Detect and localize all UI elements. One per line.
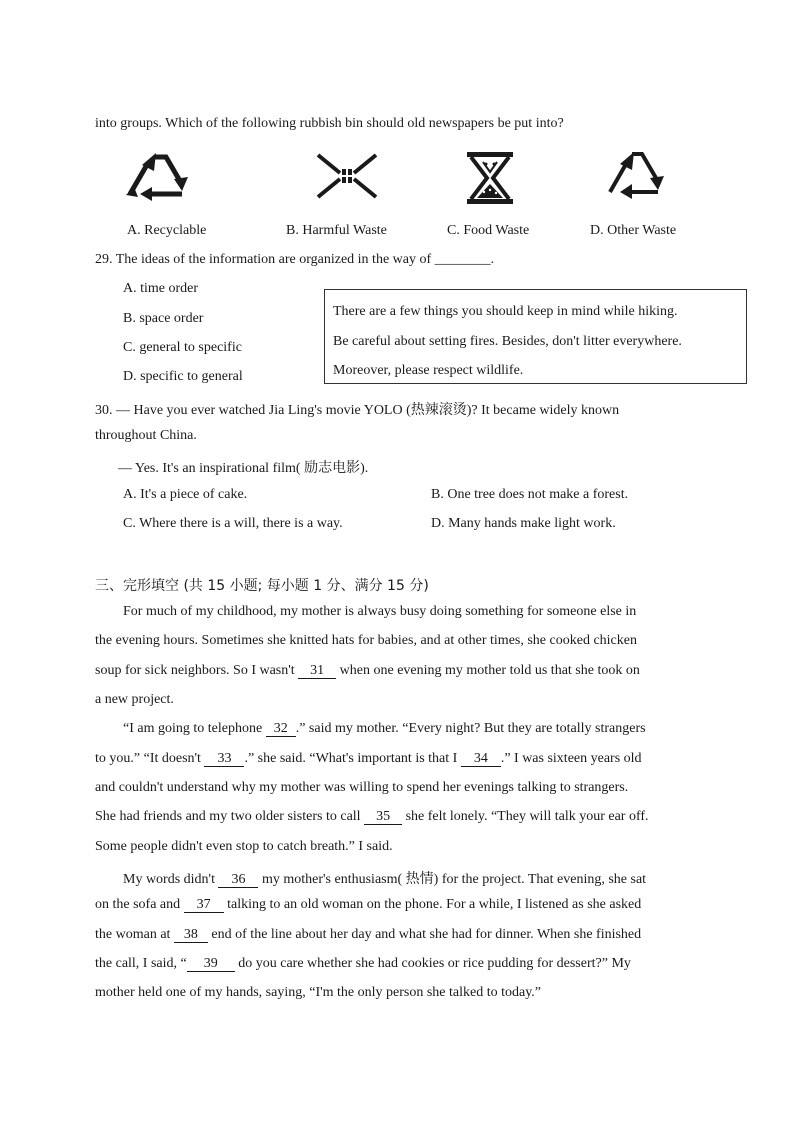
q29-option-c: C. general to specific	[123, 340, 242, 355]
passage-line: Some people didn't even stop to catch breath.” I said.	[95, 839, 393, 854]
box-line-1: There are a few things you should keep in mind while hiking.	[333, 304, 678, 319]
information-box	[324, 289, 747, 384]
blank-34: 34	[461, 752, 501, 767]
q30-option-c: C. Where there is a will, there is a way.	[123, 516, 343, 531]
blank-32: 32	[266, 722, 296, 737]
passage-line: the woman at 38 end of the line about her day and what she had for dinner. When she finished	[95, 927, 642, 942]
passage-line: My words didn't 36 my mother's enthusiasm( 热情) for the project. That evening, she sat	[123, 872, 647, 887]
passage-line: on the sofa and 37 talking to an old woman on the phone. For a while, I listened as she asked	[95, 897, 642, 912]
option-c-label: C. Food Waste	[447, 223, 530, 238]
harmful-waste-icon	[316, 153, 378, 199]
section-heading: 三、完形填空 (共 15 小题; 每小题 1 分、满分 15 分)	[95, 578, 429, 594]
question-29-stem: 29. The ideas of the information are organized in the way of ________.	[95, 252, 495, 267]
food-waste-icon	[465, 150, 515, 206]
question-30-reply: — Yes. It's an inspirational film( 励志电影).	[118, 461, 369, 476]
other-waste-icon	[604, 148, 668, 200]
blank-39: 39	[187, 957, 235, 972]
blank-33: 33	[204, 752, 244, 767]
blank-36: 36	[218, 873, 258, 888]
passage-line: soup for sick neighbors. So I wasn't 31 when one evening my mother told us that she took on	[95, 663, 640, 678]
q30-option-d: D. Many hands make light work.	[431, 516, 616, 531]
q30-option-b: B. One tree does not make a forest.	[431, 487, 629, 502]
q30-option-a: A. It's a piece of cake.	[123, 487, 248, 502]
passage-line: “I am going to telephone 32 .” said my mother. “Every night? But they are totally strangers	[123, 721, 646, 736]
question-30-stem-cont: throughout China.	[95, 428, 197, 443]
box-line-3: Moreover, please respect wildlife.	[333, 363, 524, 378]
passage-line: mother held one of my hands, saying, “I'm the only person she talked to today.”	[95, 985, 542, 1000]
passage-line: She had friends and my two older sisters to call 35 she felt lonely. “They will talk your ear off.	[95, 809, 649, 824]
question-30-stem: 30. — Have you ever watched Jia Ling's movie YOLO (热辣滚烫)? It became widely known	[95, 403, 620, 418]
passage-line: and couldn't understand why my mother was willing to spend her evenings talking to strangers.	[95, 780, 629, 795]
q29-option-d: D. specific to general	[123, 369, 243, 384]
q29-option-b: B. space order	[123, 311, 204, 326]
passage-line: the evening hours. Sometimes she knitted hats for babies, and at other times, she cooked chicken	[95, 633, 637, 648]
blank-37: 37	[184, 898, 224, 913]
passage-line: a new project.	[95, 692, 174, 707]
blank-31: 31	[298, 664, 336, 679]
q29-option-a: A. time order	[123, 281, 199, 296]
passage-line: For much of my childhood, my mother is always busy doing something for someone else in	[123, 604, 637, 619]
passage-line: to you.” “It doesn't 33 .” she said. “What's important is that I 34 .” I was sixteen years old	[95, 751, 642, 766]
blank-35: 35	[364, 810, 402, 825]
recycle-icon	[122, 151, 198, 201]
option-a-label: A. Recyclable	[127, 223, 207, 238]
passage-line: the call, I said, “ 39 do you care whether she had cookies or rice pudding for dessert?” My	[95, 956, 631, 971]
box-line-2: Be careful about setting fires. Besides, don't litter everywhere.	[333, 334, 682, 349]
option-d-label: D. Other Waste	[590, 223, 677, 238]
question-28-stem: into groups. Which of the following rubbish bin should old newspapers be put into?	[95, 116, 564, 131]
option-b-label: B. Harmful Waste	[286, 223, 387, 238]
blank-38: 38	[174, 928, 208, 943]
